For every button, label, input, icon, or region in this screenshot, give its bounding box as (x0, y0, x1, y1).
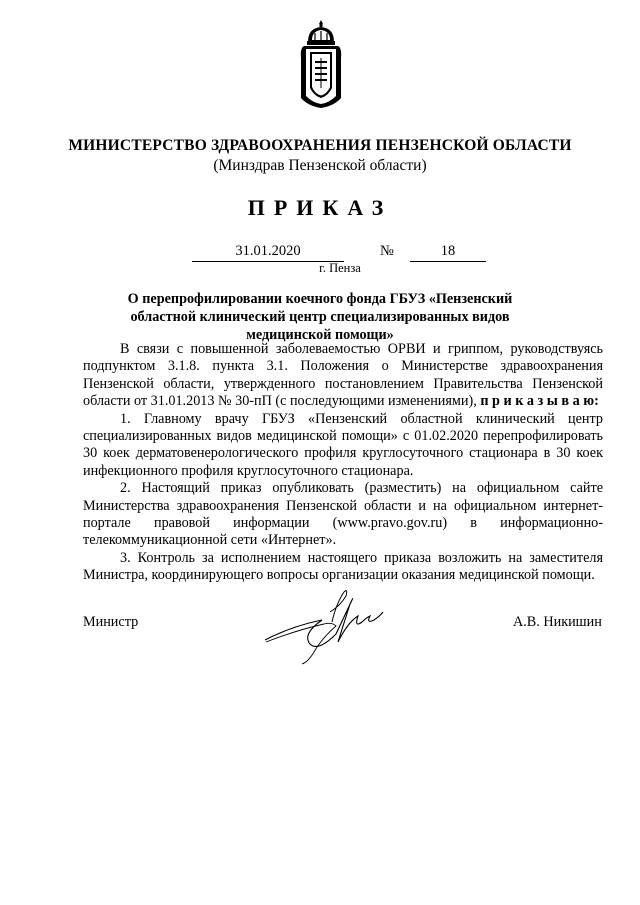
order-number: 18 (410, 243, 486, 262)
signer-position: Министр (83, 614, 139, 630)
ministry-short-name: (Минздрав Пензенской области) (213, 157, 427, 174)
order-title: ПРИКАЗ (247, 195, 393, 220)
order-item-1: 1. Главному врачу ГБУЗ «Пензенский областной клинический центр специализированных видов медицинской помощи» с 01.02.2020 перепрофилировать 30 коек дерматовенерологического профиля круглосуточного стационара в 30 коек инфекционного профиля круглосуточного стационара. (83, 410, 603, 479)
handwritten-signature (262, 582, 387, 666)
ministry-title: МИНИСТЕРСТВО ЗДРАВООХРАНЕНИЯ ПЕНЗЕНСКОЙ ОБЛАСТИ (68, 137, 572, 154)
intro-paragraph (83, 341, 603, 411)
coat-of-arms-emblem (298, 18, 344, 110)
order-date: 31.01.2020 (192, 243, 344, 262)
signer-name: А.В. Никишин (513, 614, 602, 630)
order-number-sign: № (380, 243, 394, 259)
intro-text: В связи с повышенной заболеваемостью ОРВИ и гриппом, руководствуясь подпунктом 3.1.8. пункта 3.1. Положения о Министерстве здравоохранения Пензенской области, утвержденного постановлением Правительства Пензенской области от 31.01.2013 № 30-пП (с последующими изменениями), (83, 341, 603, 410)
order-item-2: 2. Настоящий приказ опубликовать (разместить) на официальном сайте Министерства здравоохранения Пензенской области и на официальном интернет-портале правовой информации (www.pravo.gov.ru) в информационно-телекоммуникационной сети «Интернет». (83, 480, 603, 549)
order-city: г. Пенза (319, 261, 361, 275)
order-item-3: 3. Контроль за исполнением настоящего приказа возложить на заместителя Министра, координирующего вопросы организации оказания медицинской помощи. (83, 549, 603, 584)
intro-command: п р и к а з ы в а ю: (480, 393, 599, 410)
order-subject: О перепрофилировании коечного фонда ГБУЗ «Пензенский областной клинический центр специализированных видов медицинской помощи» (127, 291, 513, 343)
order-body (83, 341, 603, 585)
